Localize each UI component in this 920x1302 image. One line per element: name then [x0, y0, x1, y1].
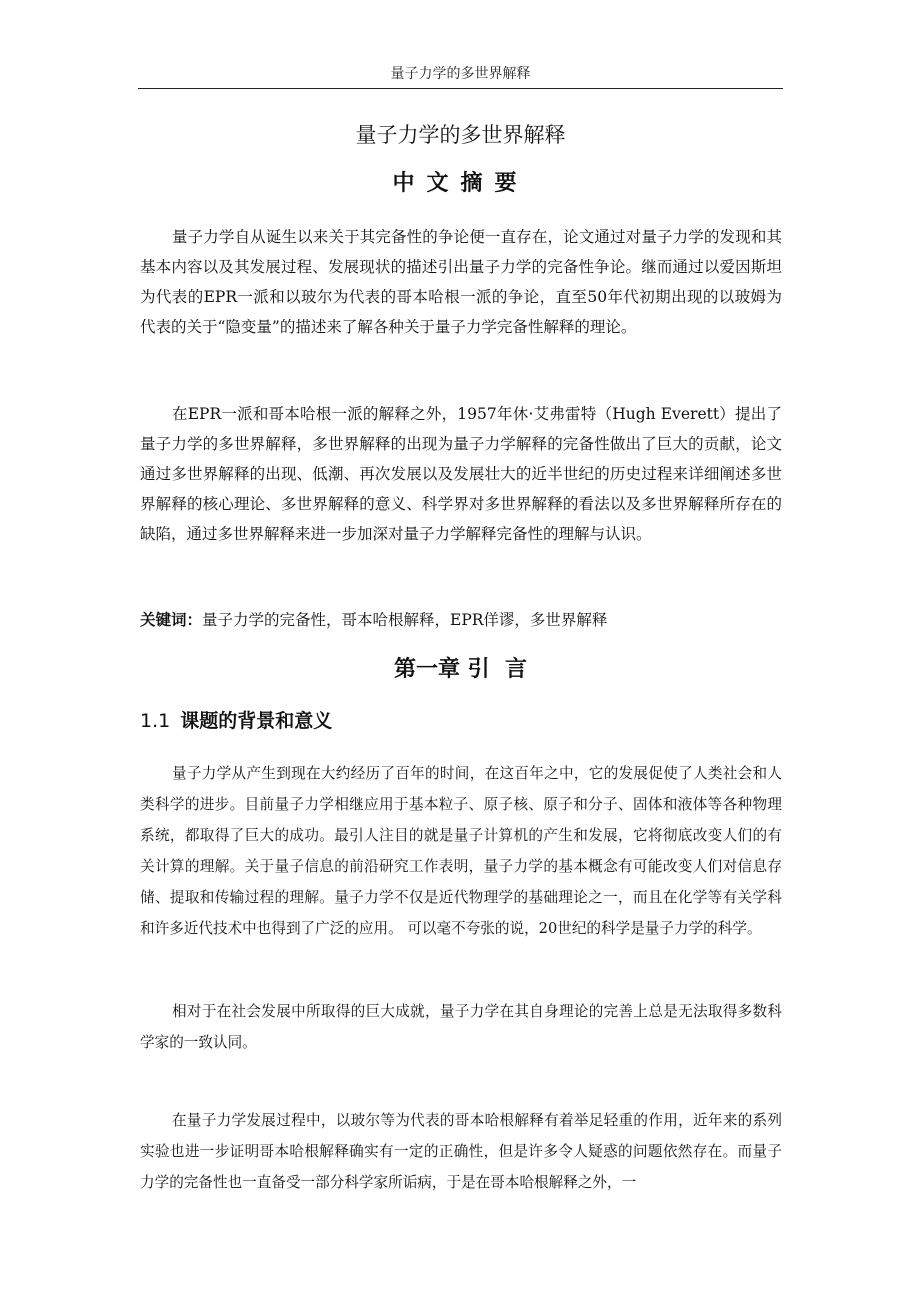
abstract-paragraph-2: 在EPR一派和哥本哈根一派的解释之外，1957年休·艾弗雷特（Hugh Everett）提出了量子力学的多世界解释，多世界解释的出现为量子力学解释的完备性做出了巨大的贡献，论文通过多世界解释的出现、低潮、再次发展以及发展壮大的近半世纪的历史过程来详细阐述多世界解释的核心理论、多世界解释的意义、科学界对多世界解释的看法以及多世界解释所存在的缺陷，通过多世界解释来进一步加深对量子力学解释完备性的理解与认识。 — [140, 405, 782, 543]
section-heading — [140, 706, 782, 736]
section-number: 1.1 — [140, 710, 171, 732]
chapter-name: 引 言 — [467, 657, 527, 682]
body-paragraph-2: 相对于在社会发展中所取得的巨大成就，量子力学在其自身理论的完善上总是无法取得多数科学家的一致认同。 — [140, 1003, 782, 1051]
document-title: 量子力学的多世界解释 — [355, 123, 566, 147]
keywords-text: 量子力学的完备性，哥本哈根解释，EPR佯谬，多世界解释 — [202, 611, 608, 629]
chapter-title — [138, 654, 783, 686]
section-title: 课题的背景和意义 — [180, 710, 333, 732]
abstract-heading: 中文摘要 — [392, 171, 529, 196]
chapter-number: 第一章 — [393, 657, 460, 682]
header-divider — [138, 88, 783, 89]
abstract-paragraph-1: 量子力学自从诞生以来关于其完备性的争论便一直存在，论文通过对量子力学的发现和其基本内容以及其发展过程、发展现状的描述引出量子力学的完备性争论。继而通过以爱因斯坦为代表的EPR一派和以玻尔为代表的哥本哈根一派的争论，直至50年代初期出现的以玻姆为代表的关于“隐变量”的描述来了解各种关于量子力学完备性解释的理论。 — [140, 228, 782, 336]
body-paragraph-1: 量子力学从产生到现在大约经历了百年的时间，在这百年之中，它的发展促使了人类社会和人类科学的进步。目前量子力学相继应用于基本粒子、原子核、原子和分子、固体和液体等各种物理系统，都取得了巨大的成功。最引人注目的就是量子计算机的产生和发展，它将彻底改变人们的有关计算的理解。关于量子信息的前沿研究工作表明，量子力学的基本概念有可能改变人们对信息存储、提取和传输过程的理解。量子力学不仅是近代物理学的基础理论之一，而且在化学等有关学科和许多近代技术中也得到了广泛的应用。 可以毫不夸张的说，20世纪的科学是量子力学的科学。 — [140, 765, 782, 937]
body-paragraph-3: 在量子力学发展过程中，以玻尔等为代表的哥本哈根解释有着举足轻重的作用，近年来的系列实验也进一步证明哥本哈根解释确实有一定的正确性，但是许多令人疑惑的问题依然存在。而量子力学的完备性也一直备受一部分科学家所诟病，于是在哥本哈根解释之外，一 — [140, 1112, 782, 1191]
keywords-label: 关键词： — [140, 611, 203, 629]
keywords-line — [140, 606, 782, 634]
running-header: 量子力学的多世界解释 — [390, 66, 531, 82]
